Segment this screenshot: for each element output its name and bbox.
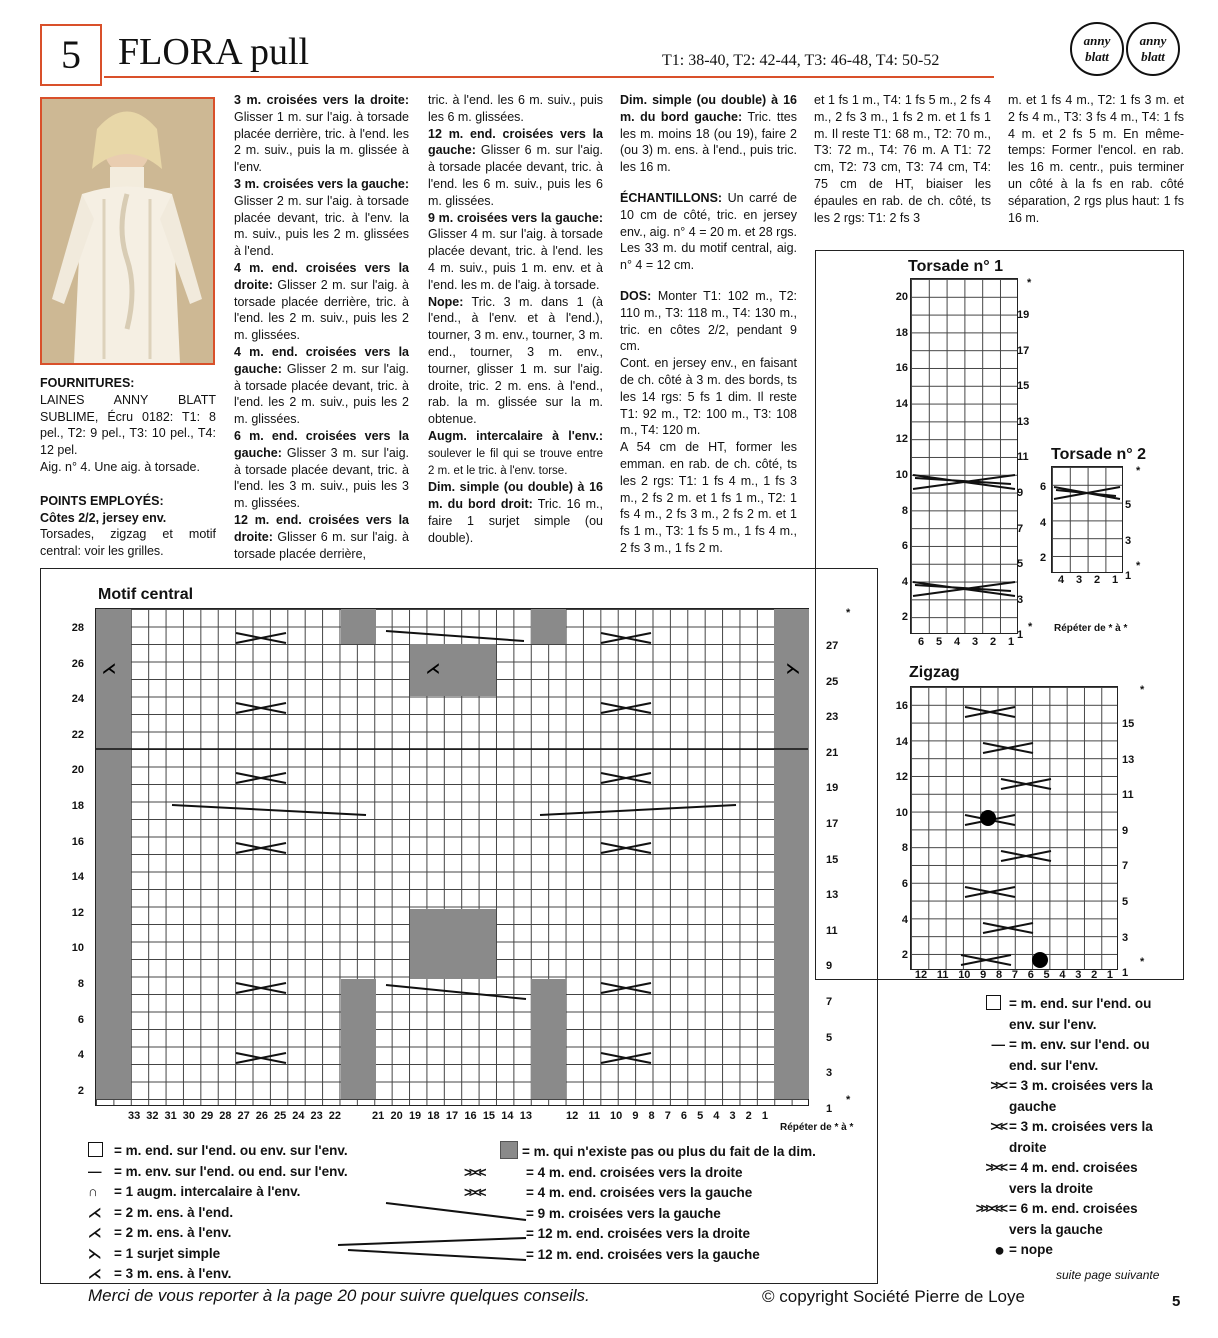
page-title: FLORA pull	[118, 31, 310, 73]
stitch-instructions-col3	[428, 92, 603, 547]
p2tog-icon: ⋌	[88, 1225, 102, 1240]
brand-logo: anny blatt	[1070, 22, 1124, 76]
footer-note: Merci de vous reporter à la page 20 pour suivre quelques conseils.	[88, 1286, 590, 1305]
purl-dash-icon: —	[88, 1163, 102, 1179]
svg-text:⋋: ⋋	[786, 660, 800, 676]
legend-text: = 4 m. end. croisées vers la gauche	[526, 1185, 753, 1200]
star-mark: *	[1136, 560, 1141, 572]
instruction-text: soulever le fil qui se trouve entre 2 m. et le tric. à l'env. torse.	[428, 447, 603, 477]
motif-left-axis: 28 26 24 22 20 18 16 14 12 10 8 6 4 2	[71, 622, 84, 1097]
legend-text: = m. end. sur l'end. ou env. sur l'env.	[1009, 996, 1152, 1032]
svg-text:⋌: ⋌	[102, 660, 116, 676]
torsade1-grid	[910, 278, 1018, 634]
zigzag-right-axis: 15 13 11 9 7 5 3 1	[1122, 718, 1135, 980]
instruction-text: Glisser 6 m. sur l'aig. à torsade placée devant, tric. à l'end. les 6 m. suiv., puis les 6 m. glissées.	[428, 143, 603, 208]
legend-text: = 3 m. croisées vers la gauche	[1009, 1078, 1153, 1114]
legend-text: = 2 m. ens. à l'end.	[114, 1204, 234, 1220]
fournitures-title: FOURNITURES:	[40, 376, 135, 390]
torsade2-grid	[1051, 466, 1123, 573]
torsade2-title: Torsade n° 2	[1051, 446, 1147, 463]
instruction-text: Glisser 6 m. sur l'aig. à torsade placée derrière,	[234, 529, 409, 561]
sizes-line: T1: 38-40, T2: 42-44, T3: 46-48, T4: 50-52	[662, 52, 940, 69]
cross-3-right-icon: ><<	[990, 1119, 1005, 1134]
cross-4-left-icon: >><<	[464, 1185, 484, 1200]
motif-title: Motif central	[98, 586, 194, 603]
page-number: 5	[1172, 1293, 1181, 1310]
zigzag-grid	[910, 686, 1118, 970]
legend-text: = 3 m. croisées vers la droite	[1009, 1119, 1153, 1155]
instruction-text: Tric. 3 m. dans 1 (à l'end., à l'env. et à l'end.), tourner, 3 m. env., tourner, 3 m. end., tourner, 3 m. env., tourner, glisser 1 m. sur l'aig. droite, tric. 2 m. ens. à l'end., rab. la m. glissée sur la m. obtenue.	[428, 294, 603, 427]
needle-text: Aig. n° 4. Une aig. à torsade.	[40, 459, 200, 474]
header-rule	[104, 76, 994, 78]
instruction-text: tric. à l'end. les 6 m. suiv., puis les 6 m. glissées.	[428, 93, 603, 124]
copyright: © copyright Société Pierre de Loye	[762, 1287, 1025, 1306]
torsade1-left-axis: 20 18 16 14 12 10 8 6 4 2	[895, 291, 908, 624]
materials-block	[40, 375, 216, 560]
instruction-text: Glisser 3 m. sur l'aig. à torsade placée devant, tric. à l'end. les 3 m. suiv., puis les 3 m. glissées.	[234, 445, 409, 511]
torsade2-right-axis: 5 3 1	[1125, 499, 1132, 583]
instruction-heading: Dim. simple (ou double) à 16 m. du bord gauche:	[620, 93, 797, 124]
zigzag-title: Zigzag	[909, 664, 960, 681]
continued-note: suite page suivante	[1056, 1268, 1160, 1282]
points-title: POINTS EMPLOYÉS:	[40, 493, 164, 508]
legend-text: = nope	[1009, 1242, 1053, 1257]
instruction-text: Glisser 2 m. sur l'aig. à torsade placée devant, tric. à l'end. les 2 m. suiv., puis les 2 m. glissées.	[234, 361, 409, 427]
legend-text: = m. qui n'existe pas ou plus du fait de la dim.	[522, 1144, 816, 1159]
instruction-heading: 6 m. end. croisées vers la gauche:	[234, 428, 409, 460]
torsade1-right-axis: 19 17 15 13 11 9 7 5 3 1	[1017, 309, 1030, 642]
legend-text: = 9 m. croisées vers la gauche	[526, 1205, 721, 1221]
instruction-text: Tric. 16 m., faire 1 surjet simple (ou double).	[428, 497, 603, 545]
instruction-heading: Augm. intercalaire à l'env.:	[428, 428, 603, 443]
star-mark: *	[846, 1094, 851, 1106]
motif-grid	[95, 608, 809, 1106]
sweater-illustration	[42, 99, 213, 363]
torsade1-repeat-note: Répéter de * à *	[1054, 623, 1128, 634]
torsade2-cable	[1052, 467, 1122, 572]
legend-text: = 4 m. end. croisées vers la droite	[1009, 1160, 1138, 1196]
legend-text: = 6 m. end. croisées vers la gauche	[1009, 1201, 1138, 1237]
right-legend	[955, 994, 1185, 1261]
points-line: Torsades, zigzag et motif central: voir les grilles.	[40, 527, 216, 559]
stitch-instructions-col4	[620, 92, 797, 557]
instruction-heading: 9 m. croisées vers la gauche:	[428, 210, 603, 225]
legend-text: = 1 augm. intercalaire à l'env.	[114, 1184, 301, 1199]
ssk-icon: ⋋	[88, 1245, 102, 1261]
instruction-text: Glisser 1 m. sur l'aig. à torsade placée derrière, tric. à l'end. les 2 m. suiv., puis la m. glissée à l'env.	[234, 109, 409, 175]
svg-text:⋌: ⋌	[426, 660, 440, 676]
star-mark: *	[846, 607, 851, 619]
cross-4-right-icon: >><<	[464, 1164, 484, 1180]
pattern-number: 5	[40, 24, 102, 86]
instruction-text: A 54 cm de HT, former les emman. en rab. de ch. côté, ts les 2 rgs: T1: 1 fs 4 m., 1 fs 3 m., 2 fs 2 m. et 1 fs 1 m., T2: 1 fs 4 m., 2 fs 3 m., 2 fs 2 m. et 1 fs 1 m., T3: 1 fs 5 m., 1 fs 4 m., 2 fs 3 m., 1 fs 2 m.	[620, 440, 797, 555]
instruction-heading: 4 m. end. croisées vers la gauche:	[234, 344, 409, 376]
motif-repeat-note: Répéter de * à *	[780, 1122, 854, 1133]
cross-6-left-icon: >>><<<	[975, 1201, 1005, 1216]
long-cable-legend-lines	[330, 1200, 530, 1270]
instruction-text: Glisser 4 m. sur l'aig. à torsade placée devant, tric. à l'end. les 4 m. suiv., puis 1 m. env. et à l'end. les m. de l'aig. à torsade.	[428, 227, 603, 292]
increase-arch-icon: ∩	[88, 1184, 98, 1199]
torsade2-bottom-axis: 4 3 2 1	[1057, 574, 1119, 586]
torsade1-title: Torsade n° 1	[908, 258, 1004, 275]
star-mark: *	[1027, 277, 1032, 289]
motif-bottom-axis-b: 21 20 19 18 17 16 15 14 13	[372, 1110, 532, 1122]
instruction-text: Glisser 2 m. sur l'aig. à torsade placée devant, tric. à l'env. la m. suiv., puis les 2 m. glissées à l'end.	[234, 193, 409, 259]
knit-square-icon	[88, 1141, 114, 1162]
instruction-heading: 12 m. end. croisées vers la droite:	[234, 512, 409, 544]
zigzag-bottom-axis: 12 11 10 9 8 7 6 5 4 3 2 1	[914, 969, 1114, 981]
legend-text: = 12 m. end. croisées vers la droite	[526, 1226, 750, 1241]
model-photo	[40, 97, 215, 365]
star-mark: *	[1028, 621, 1033, 633]
instruction-text: Tric. ttes les m. moins 18 (ou 19), faire 2 (ou 3) m. ens. à l'end., puis tric. les 16 m.	[620, 109, 797, 175]
no-stitch-gray-icon	[500, 1141, 518, 1159]
instruction-text: Cont. en jersey env., en faisant de ch. côté à 3 m. des bords, ts les 14 rgs: 5 fs 1 dim. Il reste T1: 92 m., T2: 100 m., T3: 108 m., T4: 120 m.	[620, 356, 797, 438]
motif-bottom-axis-a: 33 32 31 30 29 28 27 26 25 24 23 22	[128, 1110, 341, 1122]
instruction-heading: 12 m. end. croisées vers la gauche:	[428, 126, 603, 158]
knit-square-icon	[955, 994, 1009, 1035]
p3tog-icon: ⋌	[88, 1266, 102, 1281]
instruction-heading: Nope:	[428, 294, 464, 309]
legend-text: = 2 m. ens. à l'env.	[114, 1225, 232, 1240]
torsade1-bottom-axis: 6 5 4 3 2 1	[917, 636, 1015, 648]
stitch-instructions-col2	[234, 92, 409, 562]
legend-text: = m. env. sur l'end. ou end. sur l'env.	[1009, 1037, 1150, 1073]
legend-text: = m. end. sur l'end. ou env. sur l'env.	[114, 1143, 348, 1158]
motif-bottom-axis-c: 12 11 10 9 8 7 6 5 4 3 2 1	[566, 1110, 768, 1122]
star-mark: *	[1136, 465, 1141, 477]
cross-3-left-icon: >><	[990, 1078, 1005, 1093]
points-line: Côtes 2/2, jersey env.	[40, 510, 167, 525]
torsade2-left-axis: 6 4 2	[1040, 481, 1047, 565]
instructions-col5: et 1 fs 1 m., T4: 1 fs 5 m., 2 fs 4 m., 2 fs 3 m., 1 fs 2 m. et 1 fs 1 m. Il reste T1: 68 m., T2: 70 m., T3: 72 m., T4: 76 m. A T1: 72 cm, T2: 73 cm, T3: 74 cm, T4: 75 cm de HT, biaiser les épaules en rab. de ch. côté, ts les 2 rgs: T1: 2 fs 3	[814, 93, 991, 225]
torsade1-cables	[911, 279, 1017, 633]
legend-text: = 1 surjet simple	[114, 1245, 221, 1261]
motif-right-axis: 27 25 23 21 19 17 15 13 11 9 7 5 3 1	[826, 640, 839, 1115]
zigzag-left-axis: 16 14 12 10 8 6 4 2	[895, 700, 908, 962]
instruction-text: Monter T1: 102 m., T2: 110 m., T3: 118 m., T4: 130 m., tric. en côtes 2/2, pendant 9 cm.	[620, 288, 797, 354]
zigzag-marks	[911, 687, 1117, 969]
legend-text: = 3 m. ens. à l'env.	[114, 1266, 232, 1281]
instruction-heading: 3 m. croisées vers la droite:	[234, 93, 409, 107]
motif-cables	[96, 609, 808, 1105]
legend-text: = m. env. sur l'end. ou end. sur l'env.	[114, 1163, 348, 1179]
fournitures-text: LAINES ANNY BLATT SUBLIME, Écru 0182: T1: 8 pel., T2: 9 pel., T3: 10 pel., T4: 12 pel.	[40, 392, 216, 458]
star-mark: *	[1140, 684, 1145, 696]
instructions-col6: m. et 1 fs 4 m., T2: 1 fs 3 m. et 2 fs 4 m., T3: 3 fs 4 m., T4: 1 fs 4 m. et 2 fs 5 m. En même-temps: Former l'encol. en rab. les 16 m. centr., puis terminer un côté à la fs en rab. côté séparation, 2 rgs plus haut: 1 fs 16 m.	[1008, 93, 1184, 225]
cross-4-right-icon: >><<	[985, 1160, 1005, 1175]
brand-logo: anny blatt	[1126, 22, 1180, 76]
legend-text: = 12 m. end. croisées vers la gauche	[526, 1246, 760, 1262]
instruction-text: Glisser 2 m. sur l'aig. à torsade placée derrière, tric. à l'end. les 2 m. suiv., puis les 2 m. glissées.	[234, 277, 409, 343]
instruction-heading: DOS:	[620, 288, 652, 303]
star-mark: *	[1140, 956, 1145, 968]
instruction-heading: ÉCHANTILLONS:	[620, 190, 723, 205]
instruction-heading: Dim. simple (ou double) à 16 m. du bord droit:	[428, 480, 603, 512]
instruction-text: Un carré de 10 cm de côté, tric. en jersey env., aig. n° 4 = 20 m. et 28 rgs. Les 33 m. du motif central, aig. n° 4 = 12 cm.	[620, 190, 797, 273]
nope-dot-icon: ●	[994, 1240, 1005, 1260]
instruction-heading: 3 m. croisées vers la gauche:	[234, 176, 409, 191]
legend-text: = 4 m. end. croisées vers la droite	[526, 1164, 743, 1180]
k2tog-icon: ⋌	[88, 1204, 102, 1220]
instruction-heading: 4 m. end. croisées vers la droite:	[234, 260, 409, 292]
purl-dash-icon: —	[991, 1037, 1005, 1052]
